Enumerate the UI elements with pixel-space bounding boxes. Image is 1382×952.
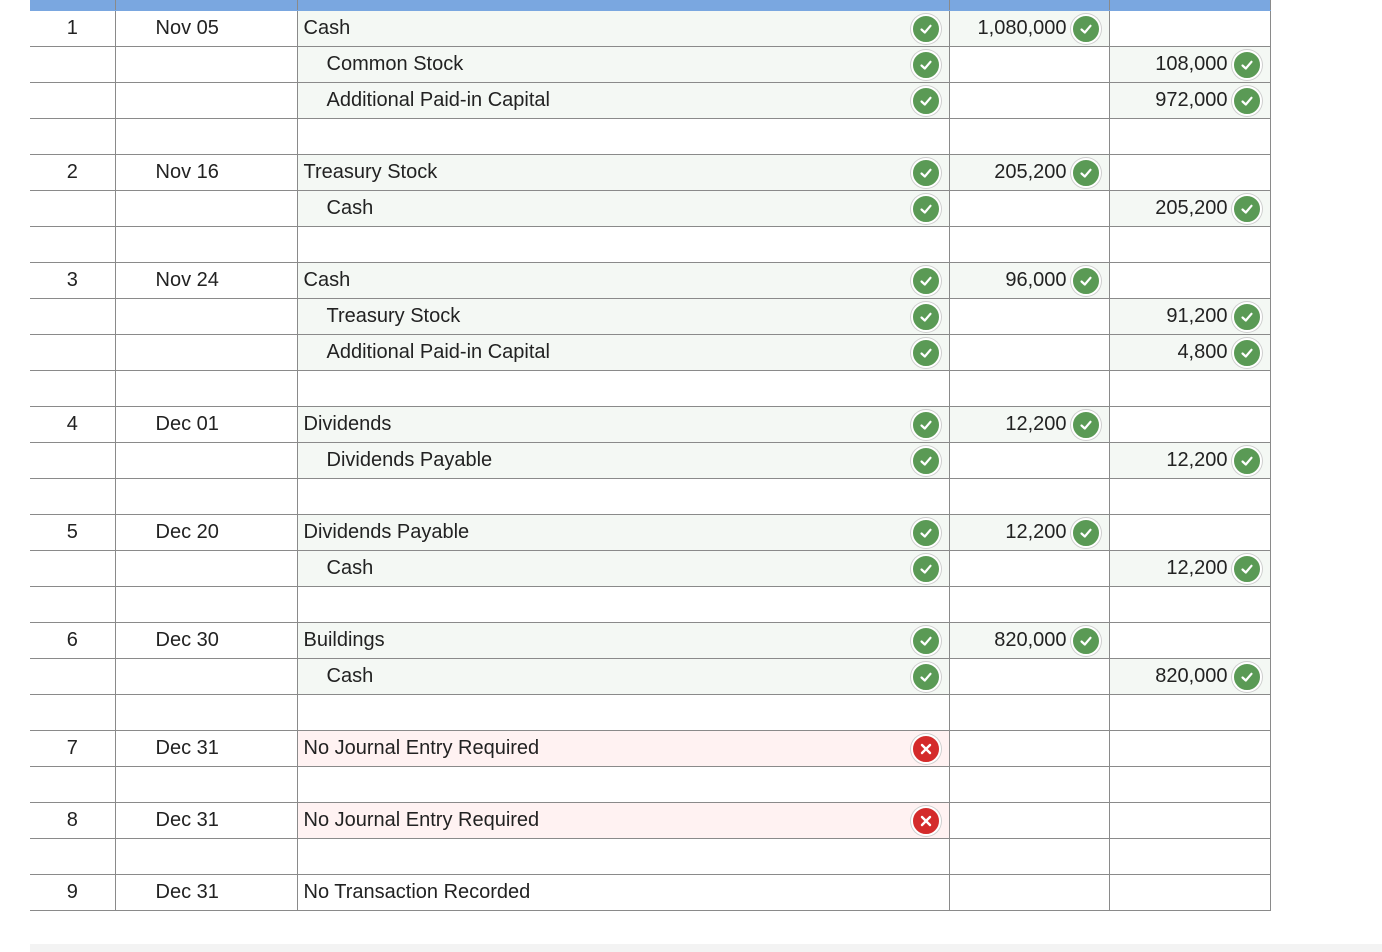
transaction-number <box>30 479 115 515</box>
account-select[interactable] <box>297 623 949 659</box>
credit-input[interactable] <box>1109 443 1270 479</box>
entry-date <box>115 479 297 515</box>
cross-icon <box>911 806 941 836</box>
debit-input-check-icon <box>1071 518 1101 548</box>
credit-input-value: 205,200 <box>1155 197 1228 219</box>
debit-input-value: 205,200 <box>994 161 1067 183</box>
debit-input[interactable] <box>949 407 1109 443</box>
credit-input[interactable] <box>1109 839 1270 875</box>
credit-input-check-icon <box>1232 302 1262 332</box>
debit-input[interactable] <box>949 767 1109 803</box>
account-select[interactable] <box>297 11 949 47</box>
transaction-number-text: 5 <box>66 521 78 543</box>
debit-input[interactable] <box>949 839 1109 875</box>
entry-date <box>115 191 297 227</box>
spacer-row <box>30 371 1270 407</box>
debit-input-value: 12,200 <box>1005 521 1067 543</box>
entry-date <box>115 155 297 191</box>
transaction-number-text: 1 <box>66 17 78 39</box>
check-icon <box>911 554 941 584</box>
entry-date <box>115 47 297 83</box>
entry-date <box>115 731 297 767</box>
debit-input-value: 12,200 <box>1005 413 1067 435</box>
debit-input-value: 1,080,000 <box>977 17 1067 39</box>
transaction-number <box>30 731 115 767</box>
entry-date-text: Dec 01 <box>155 413 219 435</box>
entry-date <box>115 299 297 335</box>
transaction-number <box>30 191 115 227</box>
entry-date <box>115 659 297 695</box>
account-select[interactable] <box>297 839 949 875</box>
transaction-number <box>30 767 115 803</box>
debit-input[interactable] <box>949 227 1109 263</box>
credit-input[interactable] <box>1109 695 1270 731</box>
spacer-row <box>30 479 1270 515</box>
transaction-number <box>30 11 115 47</box>
transaction-number <box>30 551 115 587</box>
check-icon <box>911 14 941 44</box>
credit-input[interactable] <box>1109 479 1270 515</box>
transaction-number <box>30 335 115 371</box>
check-icon <box>911 410 941 440</box>
debit-input[interactable] <box>949 551 1109 587</box>
debit-input[interactable] <box>949 443 1109 479</box>
account-name: Treasury Stock <box>326 305 461 327</box>
entry-date <box>115 839 297 875</box>
account-select[interactable] <box>297 299 949 335</box>
transaction-number <box>30 119 115 155</box>
credit-input[interactable] <box>1109 803 1270 839</box>
check-icon <box>911 86 941 116</box>
debit-input[interactable] <box>949 83 1109 119</box>
debit-input[interactable] <box>949 587 1109 623</box>
debit-input-check-icon <box>1071 158 1101 188</box>
account-select[interactable] <box>297 83 949 119</box>
check-icon <box>911 50 941 80</box>
credit-input-value: 4,800 <box>1177 341 1228 363</box>
credit-input-value: 820,000 <box>1155 665 1228 687</box>
credit-input[interactable] <box>1109 731 1270 767</box>
debit-input[interactable] <box>949 515 1109 551</box>
credit-input-check-icon <box>1232 86 1262 116</box>
transaction-number <box>30 839 115 875</box>
entry-date <box>115 623 297 659</box>
entry-date-text: Dec 31 <box>155 881 219 903</box>
credit-input-value: 972,000 <box>1155 89 1228 111</box>
entry-date <box>115 119 297 155</box>
journal-row <box>30 443 1270 479</box>
account-select[interactable] <box>297 587 949 623</box>
journal-row <box>30 11 1270 47</box>
account-name: Cash <box>303 17 351 39</box>
transaction-number <box>30 83 115 119</box>
journal-row <box>30 731 1270 767</box>
entry-date <box>115 83 297 119</box>
credit-input[interactable] <box>1109 875 1270 911</box>
journal-row <box>30 659 1270 695</box>
transaction-number-text: 8 <box>66 809 78 831</box>
spacer-row <box>30 767 1270 803</box>
account-name: Cash <box>326 557 374 579</box>
entry-date <box>115 551 297 587</box>
transaction-number <box>30 299 115 335</box>
account-name: Cash <box>326 665 374 687</box>
credit-input[interactable] <box>1109 587 1270 623</box>
debit-input-check-icon <box>1071 410 1101 440</box>
journal-row <box>30 263 1270 299</box>
entry-date <box>115 443 297 479</box>
entry-date-text: Dec 31 <box>155 737 219 759</box>
check-icon <box>911 266 941 296</box>
debit-input-value: 96,000 <box>1005 269 1067 291</box>
credit-input[interactable] <box>1109 551 1270 587</box>
entry-date <box>115 767 297 803</box>
entry-date <box>115 371 297 407</box>
account-name: Dividends Payable <box>326 449 493 471</box>
journal-row <box>30 875 1270 911</box>
journal-row <box>30 83 1270 119</box>
transaction-number-text: 3 <box>66 269 78 291</box>
account-select[interactable] <box>297 263 949 299</box>
credit-input[interactable] <box>1109 263 1270 299</box>
credit-input-check-icon <box>1232 554 1262 584</box>
entry-date <box>115 803 297 839</box>
debit-input[interactable] <box>949 263 1109 299</box>
credit-input[interactable] <box>1109 119 1270 155</box>
account-name: No Journal Entry Required <box>303 809 540 831</box>
entry-date <box>115 407 297 443</box>
account-name: No Transaction Recorded <box>303 881 531 903</box>
spacer-row <box>30 119 1270 155</box>
debit-input[interactable] <box>949 479 1109 515</box>
check-icon <box>911 518 941 548</box>
debit-input[interactable] <box>949 803 1109 839</box>
credit-input[interactable] <box>1109 47 1270 83</box>
credit-input-check-icon <box>1232 50 1262 80</box>
debit-input[interactable] <box>949 695 1109 731</box>
credit-input[interactable] <box>1109 299 1270 335</box>
spacer-row <box>30 695 1270 731</box>
debit-input[interactable] <box>949 731 1109 767</box>
account-name: Dividends Payable <box>303 521 470 543</box>
entry-date-text: Nov 16 <box>155 161 219 183</box>
credit-input-check-icon <box>1232 662 1262 692</box>
debit-input[interactable] <box>949 335 1109 371</box>
journal-row <box>30 623 1270 659</box>
account-select[interactable] <box>297 155 949 191</box>
transaction-number <box>30 407 115 443</box>
credit-input[interactable] <box>1109 83 1270 119</box>
journal-row <box>30 155 1270 191</box>
spacer-row <box>30 839 1270 875</box>
transaction-number <box>30 659 115 695</box>
transaction-number <box>30 263 115 299</box>
debit-input[interactable] <box>949 11 1109 47</box>
account-select[interactable] <box>297 407 949 443</box>
account-select[interactable] <box>297 479 949 515</box>
cross-icon <box>911 734 941 764</box>
account-select[interactable] <box>297 515 949 551</box>
account-select[interactable] <box>297 191 949 227</box>
transaction-number <box>30 443 115 479</box>
transaction-number-text: 7 <box>66 737 78 759</box>
account-select[interactable] <box>297 443 949 479</box>
account-name: Buildings <box>303 629 385 651</box>
credit-input-check-icon <box>1232 446 1262 476</box>
entry-date-text: Dec 30 <box>155 629 219 651</box>
debit-input[interactable] <box>949 371 1109 407</box>
transaction-number <box>30 587 115 623</box>
bottom-scroll-strip <box>30 944 1382 952</box>
account-select[interactable] <box>297 767 949 803</box>
entry-date <box>115 11 297 47</box>
debit-input-check-icon <box>1071 14 1101 44</box>
credit-input[interactable] <box>1109 659 1270 695</box>
debit-input-check-icon <box>1071 266 1101 296</box>
transaction-number <box>30 155 115 191</box>
account-select[interactable] <box>297 47 949 83</box>
transaction-number <box>30 695 115 731</box>
journal-row <box>30 299 1270 335</box>
entry-date <box>115 335 297 371</box>
journal-row <box>30 515 1270 551</box>
transaction-number <box>30 47 115 83</box>
debit-input[interactable] <box>949 119 1109 155</box>
transaction-number <box>30 623 115 659</box>
check-icon <box>911 446 941 476</box>
credit-input-check-icon <box>1232 338 1262 368</box>
entry-date <box>115 875 297 911</box>
entry-date <box>115 227 297 263</box>
credit-input[interactable] <box>1109 335 1270 371</box>
check-icon <box>911 626 941 656</box>
account-select[interactable] <box>297 551 949 587</box>
debit-input[interactable] <box>949 659 1109 695</box>
entry-date-text: Nov 05 <box>155 17 219 39</box>
credit-input[interactable] <box>1109 155 1270 191</box>
journal-row <box>30 47 1270 83</box>
table-header-bar <box>30 1 1270 11</box>
credit-input-value: 91,200 <box>1166 305 1228 327</box>
check-icon <box>911 302 941 332</box>
transaction-number-text: 9 <box>66 881 78 903</box>
debit-input[interactable] <box>949 47 1109 83</box>
credit-input-value: 12,200 <box>1166 449 1228 471</box>
account-select[interactable] <box>297 371 949 407</box>
transaction-number <box>30 515 115 551</box>
check-icon <box>911 158 941 188</box>
transaction-number-text: 6 <box>66 629 78 651</box>
entry-date <box>115 695 297 731</box>
entry-date <box>115 263 297 299</box>
journal-row <box>30 551 1270 587</box>
debit-input[interactable] <box>949 299 1109 335</box>
account-select[interactable] <box>297 227 949 263</box>
debit-input[interactable] <box>949 875 1109 911</box>
credit-input[interactable] <box>1109 11 1270 47</box>
journal-row <box>30 803 1270 839</box>
account-name: Treasury Stock <box>303 161 438 183</box>
credit-input[interactable] <box>1109 515 1270 551</box>
transaction-number-text: 2 <box>66 161 78 183</box>
spacer-row <box>30 587 1270 623</box>
debit-input[interactable] <box>949 623 1109 659</box>
account-select[interactable] <box>297 119 949 155</box>
account-select[interactable] <box>297 335 949 371</box>
credit-input[interactable] <box>1109 227 1270 263</box>
journal-row <box>30 335 1270 371</box>
account-select[interactable] <box>297 731 949 767</box>
account-name: Dividends <box>303 413 392 435</box>
transaction-number <box>30 803 115 839</box>
spacer-row <box>30 227 1270 263</box>
account-name: No Journal Entry Required <box>303 737 540 759</box>
journal-row <box>30 407 1270 443</box>
credit-input-check-icon <box>1232 194 1262 224</box>
credit-input-value: 108,000 <box>1155 53 1228 75</box>
debit-input[interactable] <box>949 155 1109 191</box>
credit-input[interactable] <box>1109 191 1270 227</box>
journal-row <box>30 191 1270 227</box>
account-select[interactable] <box>297 875 949 911</box>
credit-input[interactable] <box>1109 407 1270 443</box>
account-select[interactable] <box>297 695 949 731</box>
debit-input-value: 820,000 <box>994 629 1067 651</box>
check-icon <box>911 662 941 692</box>
account-name: Additional Paid-in Capital <box>326 341 550 363</box>
entry-date-text: Dec 31 <box>155 809 219 831</box>
account-select[interactable] <box>297 803 949 839</box>
entry-date <box>115 587 297 623</box>
transaction-number <box>30 371 115 407</box>
journal-entry-table <box>30 0 1271 911</box>
account-select[interactable] <box>297 659 949 695</box>
credit-input-value: 12,200 <box>1166 557 1228 579</box>
transaction-number <box>30 875 115 911</box>
account-name: Additional Paid-in Capital <box>326 89 550 111</box>
transaction-number-text: 4 <box>66 413 78 435</box>
credit-input[interactable] <box>1109 623 1270 659</box>
account-name: Cash <box>326 197 374 219</box>
transaction-number <box>30 227 115 263</box>
credit-input[interactable] <box>1109 371 1270 407</box>
entry-date-text: Dec 20 <box>155 521 219 543</box>
check-icon <box>911 338 941 368</box>
entry-date <box>115 515 297 551</box>
credit-input[interactable] <box>1109 767 1270 803</box>
entry-date-text: Nov 24 <box>155 269 219 291</box>
check-icon <box>911 194 941 224</box>
account-name: Cash <box>303 269 351 291</box>
debit-input-check-icon <box>1071 626 1101 656</box>
account-name: Common Stock <box>326 53 464 75</box>
debit-input[interactable] <box>949 191 1109 227</box>
